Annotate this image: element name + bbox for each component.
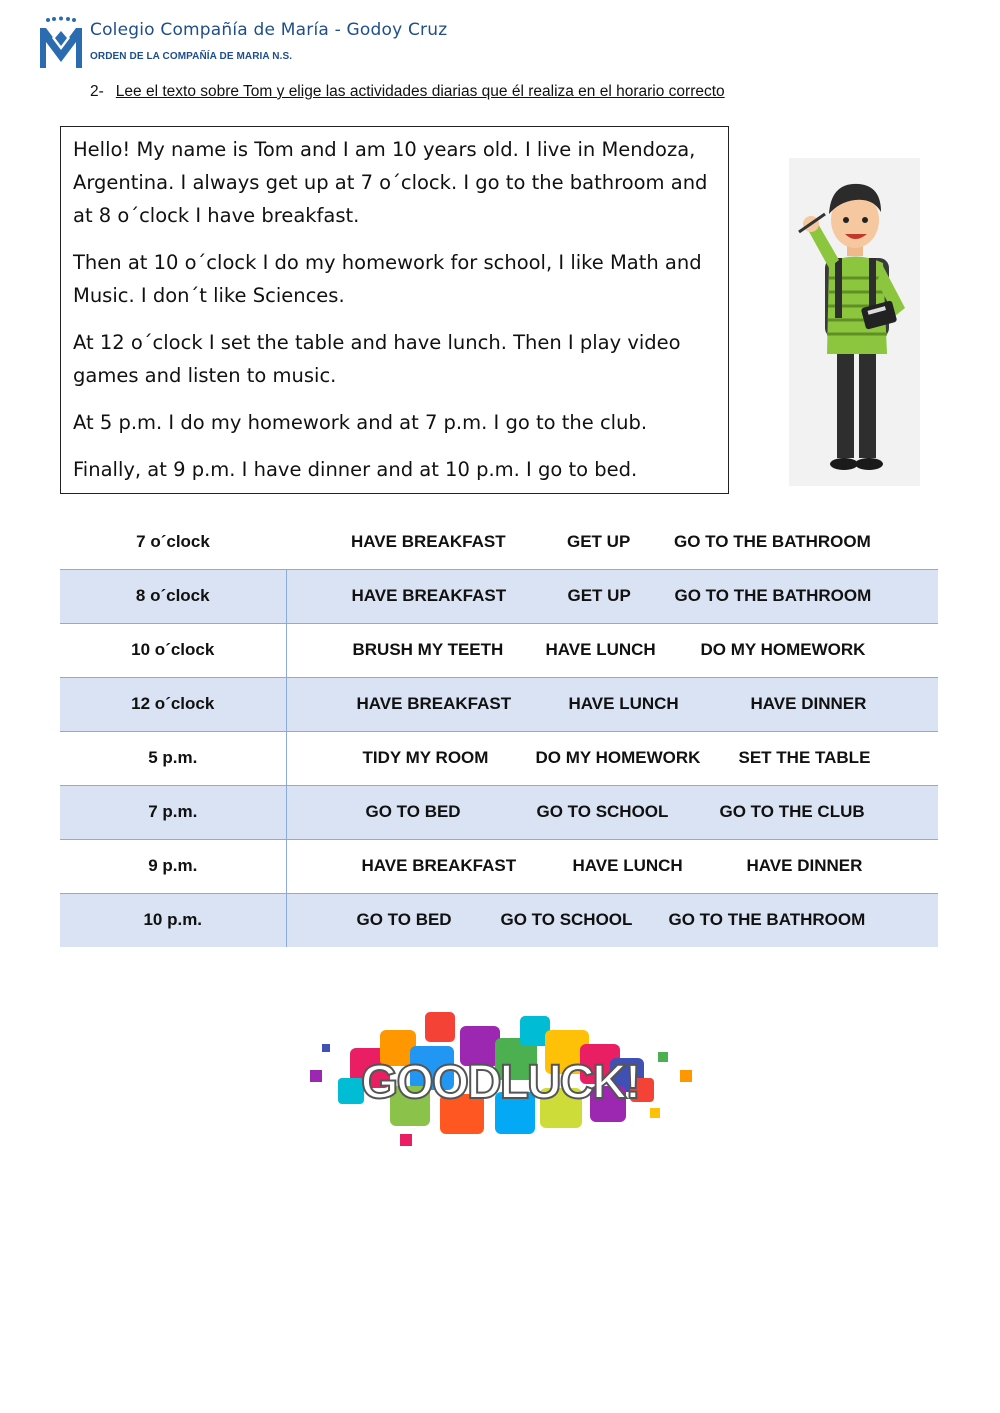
activity-option[interactable]: BRUSH MY TEETH: [352, 640, 504, 659]
boy-illustration: [789, 158, 920, 486]
instruction: [90, 83, 725, 101]
activity-option[interactable]: GO TO BED: [365, 802, 461, 821]
activity-option[interactable]: TIDY MY ROOM: [362, 748, 489, 767]
activity-option[interactable]: HAVE DINNER: [750, 694, 867, 713]
reading-paragraph: Then at 10 o´clock I do my homework for school, I like Math and Music. I don´t like Sciences.: [73, 251, 702, 307]
activity-option[interactable]: GO TO THE CLUB: [719, 802, 865, 821]
table-row: [60, 894, 938, 948]
options-cell: [286, 516, 938, 570]
table-row: [60, 516, 938, 570]
reading-paragraph: At 12 o´clock I set the table and have lunch. Then I play video games and listen to music.: [73, 331, 681, 387]
school-name: Colegio Compañía de María - Godoy Cruz: [90, 20, 448, 40]
schedule-table: [60, 516, 938, 947]
reading-paragraph: Finally, at 9 p.m. I have dinner and at 10 p.m. I go to bed.: [73, 458, 638, 481]
options-cell: [286, 678, 938, 732]
activity-option[interactable]: GO TO SCHOOL: [536, 802, 669, 821]
instruction-text: Lee el texto sobre Tom y elige las actividades diarias que él realiza en el horario correcto: [115, 83, 725, 100]
activity-option[interactable]: HAVE DINNER: [746, 856, 863, 875]
time-cell: 9 p.m.: [60, 840, 286, 894]
activity-option[interactable]: GO TO THE BATHROOM: [674, 532, 871, 551]
options-cell: [286, 786, 938, 840]
activity-option[interactable]: GO TO SCHOOL: [500, 910, 633, 929]
activity-option[interactable]: HAVE LUNCH: [572, 856, 683, 875]
options-cell: [286, 840, 938, 894]
goodluck-banner: [290, 1008, 710, 1148]
activity-option[interactable]: HAVE BREAKFAST: [351, 532, 506, 551]
options-cell: [286, 732, 938, 786]
activity-option[interactable]: GO TO BED: [356, 910, 452, 929]
activity-option[interactable]: HAVE BREAKFAST: [351, 586, 507, 605]
time-cell: 5 p.m.: [60, 732, 286, 786]
activity-option[interactable]: GET UP: [567, 586, 631, 605]
activity-option[interactable]: DO MY HOMEWORK: [535, 748, 701, 767]
table-row: [60, 678, 938, 732]
time-cell: 10 p.m.: [60, 894, 286, 948]
options-cell: [286, 570, 938, 624]
time-cell: 7 o´clock: [136, 532, 210, 551]
reading-paragraph: At 5 p.m. I do my homework and at 7 p.m. I go to the club.: [73, 411, 648, 434]
activity-option[interactable]: HAVE LUNCH: [568, 694, 679, 713]
table-row: [60, 786, 938, 840]
table-row: [60, 732, 938, 786]
reading-box: [60, 126, 729, 494]
school-logo-icon: [38, 16, 84, 70]
activity-option[interactable]: DO MY HOMEWORK: [700, 640, 866, 659]
time-cell: 8 o´clock: [60, 570, 286, 624]
activity-option[interactable]: GET UP: [567, 532, 631, 551]
time-cell: 10 o´clock: [60, 624, 286, 678]
table-row: [60, 570, 938, 624]
options-cell: [286, 624, 938, 678]
table-row: [60, 840, 938, 894]
activity-option[interactable]: SET THE TABLE: [738, 748, 871, 767]
reading-paragraph: Hello! My name is Tom and I am 10 years old. I live in Mendoza, Argentina. I always get up at 7 o´clock. I go to the bathroom and at 8 o´clock I have breakfast.: [73, 138, 708, 227]
activity-option[interactable]: HAVE BREAKFAST: [356, 694, 512, 713]
activity-option[interactable]: GO TO THE BATHROOM: [674, 586, 872, 605]
activity-option[interactable]: HAVE BREAKFAST: [361, 856, 517, 875]
activity-option[interactable]: GO TO THE BATHROOM: [668, 910, 866, 929]
time-cell: 7 p.m.: [60, 786, 286, 840]
school-order: ORDEN DE LA COMPAÑÍA DE MARIA N.S.: [90, 51, 293, 62]
goodluck-text: GOODLUCK!: [361, 1056, 639, 1109]
options-cell: [286, 894, 938, 948]
time-cell: 12 o´clock: [60, 678, 286, 732]
table-row: [60, 624, 938, 678]
instruction-number: 2-: [90, 83, 104, 100]
activity-option[interactable]: HAVE LUNCH: [545, 640, 656, 659]
